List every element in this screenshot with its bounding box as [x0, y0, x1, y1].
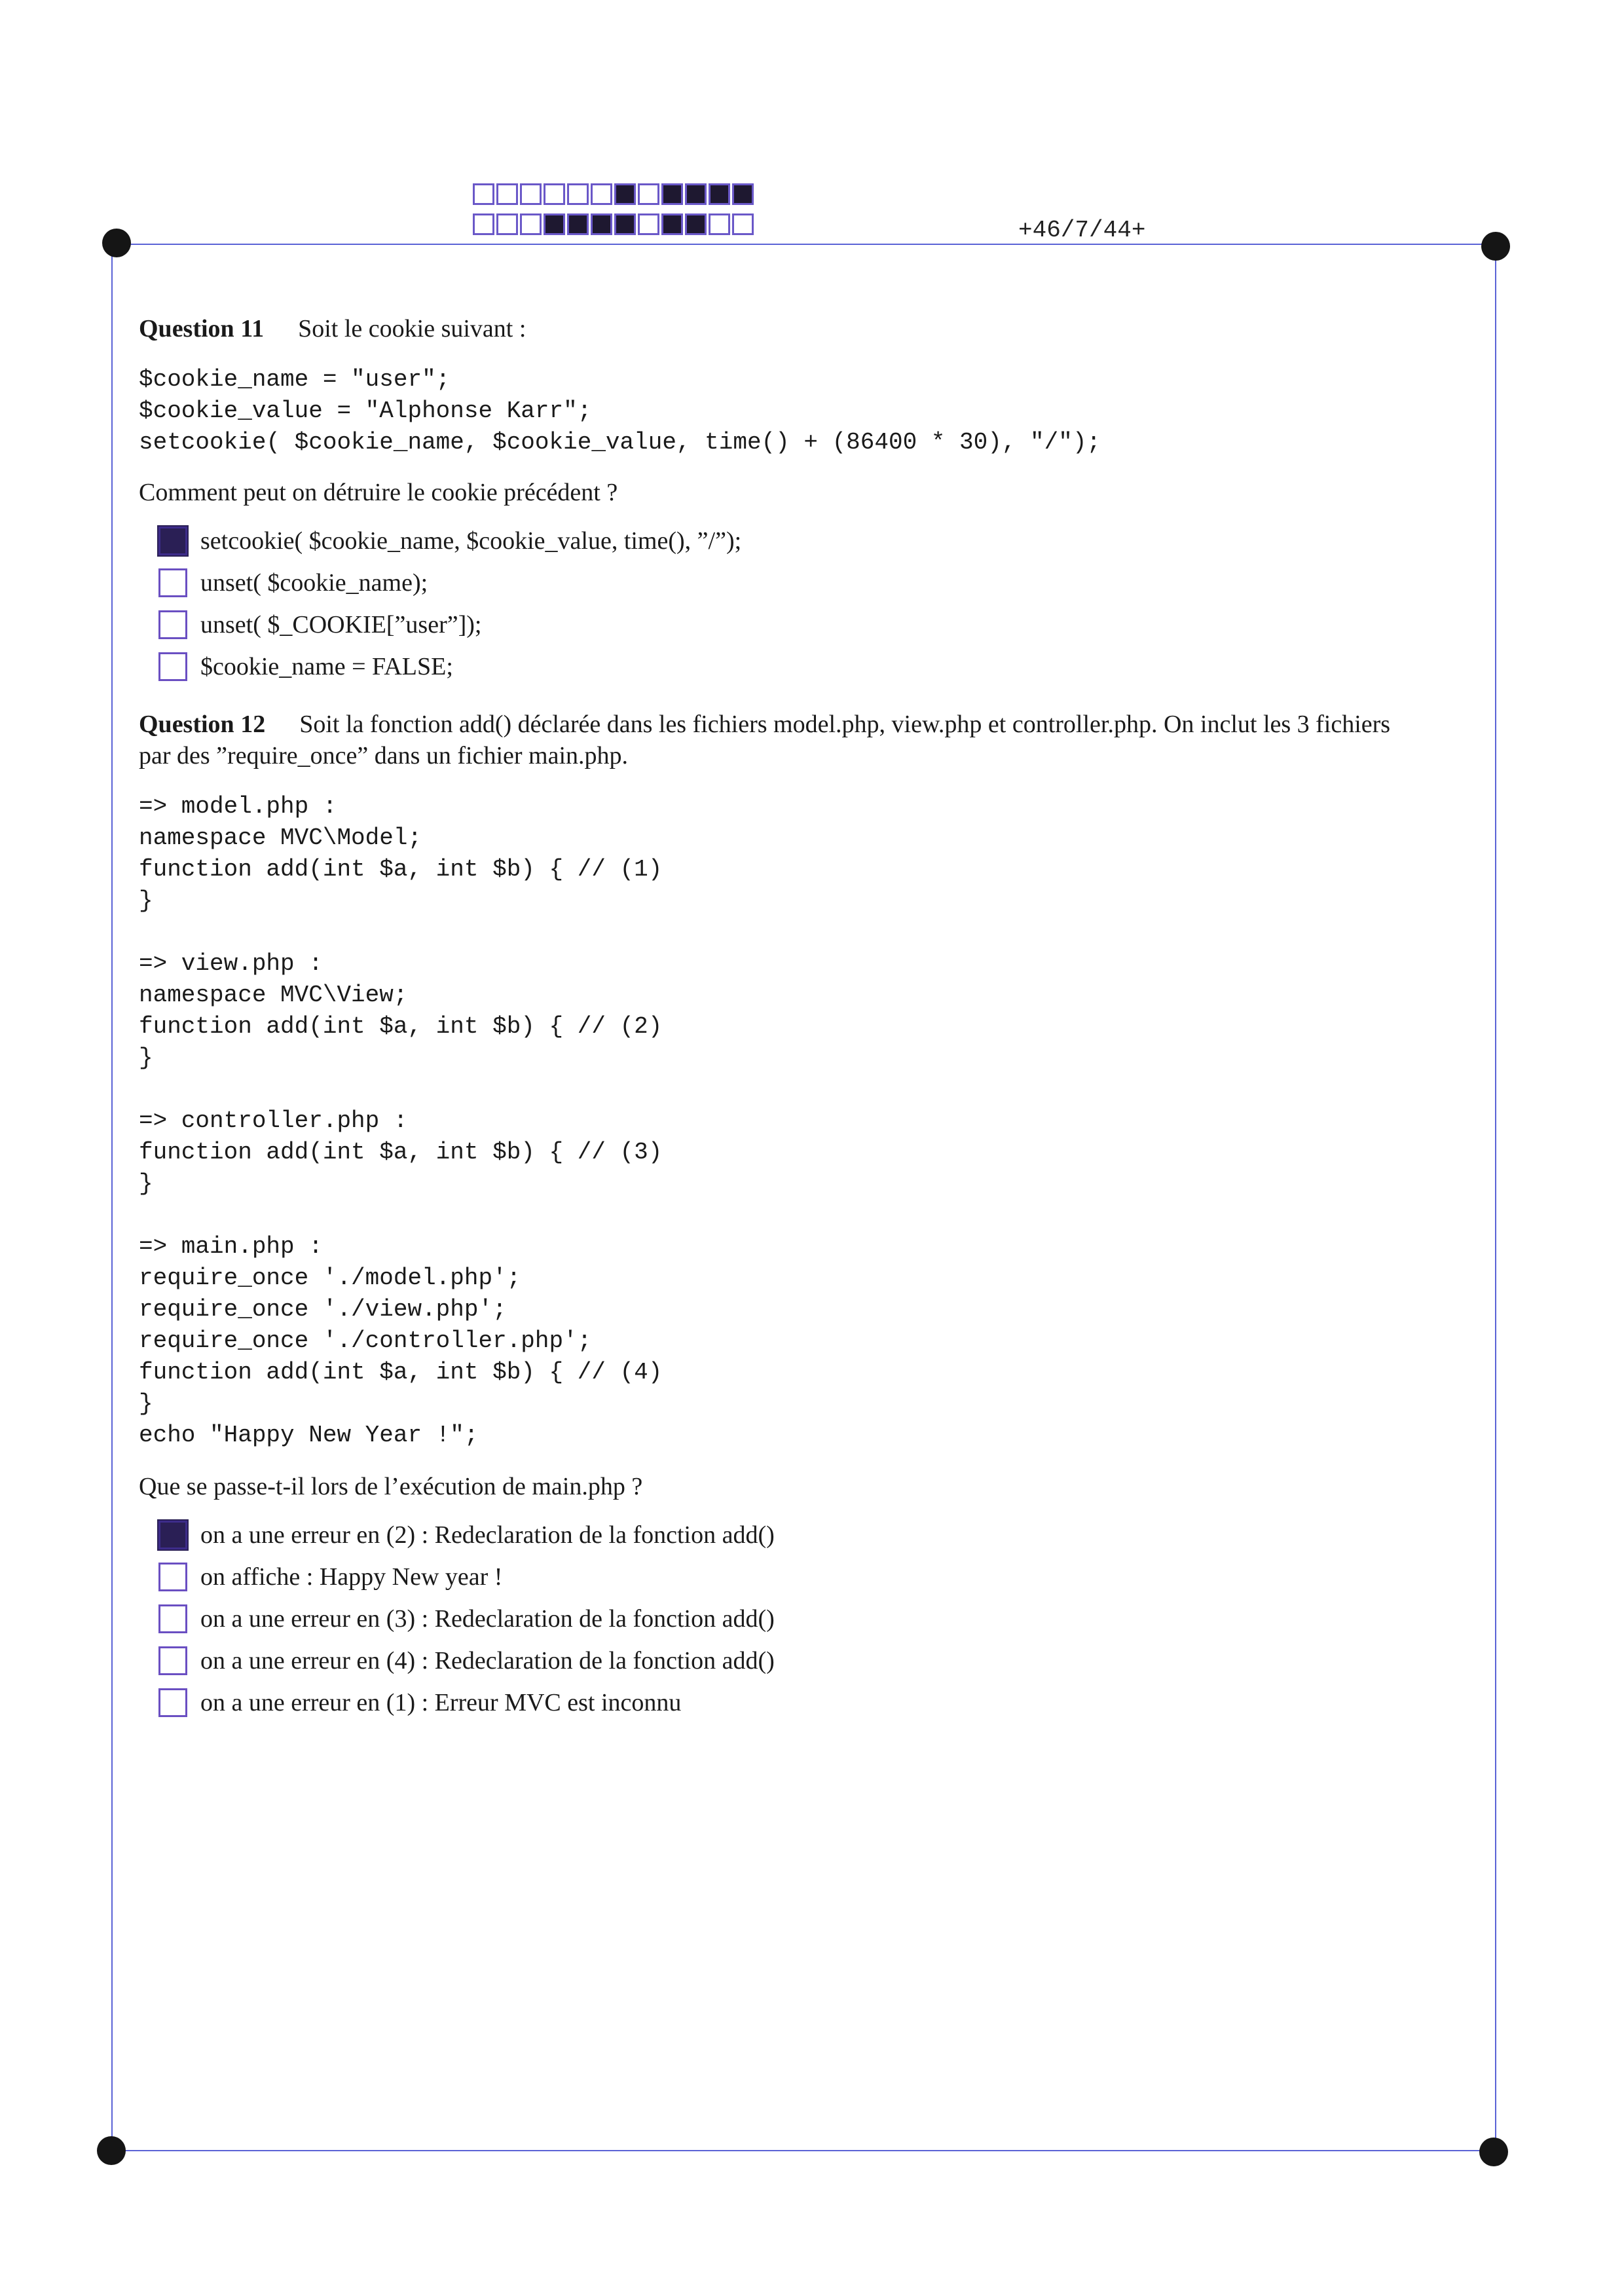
answer-text: setcookie( $cookie_name, $cookie_value, time(), ”/”); — [200, 527, 742, 555]
code-line: function add(int $a, int $b) { // (2) — [139, 1013, 663, 1040]
id-code-cell — [567, 183, 589, 205]
id-code-cell — [544, 183, 565, 205]
id-code-row-2 — [473, 213, 756, 235]
id-code-cell — [614, 183, 636, 205]
code-line: } — [139, 1390, 153, 1417]
code-line: => view.php : — [139, 950, 323, 977]
question-12-choices — [139, 1514, 1481, 1724]
code-line: } — [139, 887, 153, 914]
answer-choice[interactable] — [139, 1598, 1481, 1640]
question-11-heading — [139, 313, 1481, 344]
code-block-main — [139, 1231, 1481, 1451]
answer-choice[interactable] — [139, 604, 1481, 646]
frame-left-line — [111, 244, 113, 2151]
question-12-intro-line-2: par des ”require_once” dans un fichier main.php. — [139, 742, 629, 769]
id-code-cell — [685, 183, 707, 205]
corner-marker-bottom-right — [1479, 2138, 1508, 2166]
answer-checkbox[interactable] — [158, 527, 187, 555]
question-11-label: Question 11 — [139, 315, 265, 343]
code-line: $cookie_value = "Alphonse Karr"; — [139, 398, 592, 424]
id-code-cell — [661, 183, 683, 205]
corner-marker-bottom-left — [97, 2136, 126, 2165]
code-line: function add(int $a, int $b) { // (1) — [139, 856, 663, 883]
id-code-row-1 — [473, 183, 756, 205]
id-code-cell — [685, 213, 707, 235]
id-code-cell — [591, 213, 612, 235]
code-line: function add(int $a, int $b) { // (4) — [139, 1359, 663, 1386]
corner-marker-top-right — [1481, 232, 1510, 261]
answer-choice[interactable] — [139, 646, 1481, 688]
id-code-cell — [709, 213, 730, 235]
answer-checkbox[interactable] — [158, 652, 187, 681]
question-12-heading — [139, 709, 1481, 740]
code-line: } — [139, 1045, 153, 1071]
answer-choice[interactable] — [139, 1556, 1481, 1598]
id-code-cell — [496, 183, 518, 205]
id-code-cell — [473, 183, 494, 205]
id-code-cell — [496, 213, 518, 235]
question-11-choices — [139, 520, 1481, 688]
question-11 — [139, 313, 1481, 688]
answer-text: on a une erreur en (2) : Redeclaration de la fonction add() — [200, 1521, 775, 1549]
code-line: namespace MVC\View; — [139, 982, 408, 1009]
frame-bottom-line — [110, 2150, 1495, 2151]
id-code-cell — [567, 213, 589, 235]
id-code-cell — [638, 213, 659, 235]
answer-text: on a une erreur en (4) : Redeclaration de la fonction add() — [200, 1647, 775, 1675]
id-code-cell — [520, 183, 542, 205]
answer-choice[interactable] — [139, 562, 1481, 604]
id-code-cell — [473, 213, 494, 235]
id-code-cell — [732, 213, 754, 235]
answer-text: on a une erreur en (1) : Erreur MVC est inconnu — [200, 1689, 682, 1716]
code-line: $cookie_name = "user"; — [139, 366, 451, 393]
answer-text: $cookie_name = FALSE; — [200, 653, 453, 680]
answer-text: on affiche : Happy New year ! — [200, 1563, 503, 1591]
question-12-intro-line-1: Soit la fonction add() déclarée dans les fichiers model.php, view.php et controller.php. On inclut les 3 fichiers — [299, 711, 1391, 738]
answer-text: on a une erreur en (3) : Redeclaration de la fonction add() — [200, 1605, 775, 1633]
question-12-prompt: Que se passe-t-il lors de l’exécution de main.php ? — [139, 1473, 643, 1500]
question-11-prompt: Comment peut on détruire le cookie précédent ? — [139, 479, 618, 506]
id-code-cell — [591, 183, 612, 205]
code-line: setcookie( $cookie_name, $cookie_value, time() + (86400 * 30), "/"); — [139, 429, 1101, 456]
id-code-cell — [709, 183, 730, 205]
id-code-cell — [661, 213, 683, 235]
code-line: require_once './controller.php'; — [139, 1327, 592, 1354]
id-code-cell — [614, 213, 636, 235]
code-line: => controller.php : — [139, 1107, 408, 1134]
frame-right-line — [1495, 246, 1496, 2151]
answer-checkbox[interactable] — [158, 1646, 187, 1675]
answer-checkbox[interactable] — [158, 1604, 187, 1633]
answer-choice[interactable] — [139, 1682, 1481, 1724]
code-block-view — [139, 948, 1481, 1074]
question-11-code — [139, 364, 1481, 458]
code-line: require_once './model.php'; — [139, 1265, 521, 1291]
answer-checkbox[interactable] — [158, 610, 187, 639]
page-code: +46/7/44+ — [1018, 217, 1146, 244]
code-line: => main.php : — [139, 1233, 323, 1260]
answer-checkbox[interactable] — [158, 1688, 187, 1717]
question-12 — [139, 709, 1481, 1724]
code-block-controller — [139, 1105, 1481, 1200]
answer-choice[interactable] — [139, 520, 1481, 562]
page-content — [139, 313, 1481, 1724]
answer-checkbox[interactable] — [158, 1563, 187, 1591]
answer-checkbox[interactable] — [158, 568, 187, 597]
id-code-cell — [732, 183, 754, 205]
code-line: namespace MVC\Model; — [139, 824, 422, 851]
answer-text: unset( $_COOKIE[”user”]); — [200, 611, 482, 639]
code-line: } — [139, 1170, 153, 1197]
answer-text: unset( $cookie_name); — [200, 569, 428, 597]
id-code-cell — [638, 183, 659, 205]
question-12-label: Question 12 — [139, 711, 266, 738]
id-code-cell — [544, 213, 565, 235]
answer-choice[interactable] — [139, 1640, 1481, 1682]
question-11-intro: Soit le cookie suivant : — [298, 315, 526, 343]
code-line: require_once './view.php'; — [139, 1296, 507, 1323]
code-line: function add(int $a, int $b) { // (3) — [139, 1139, 663, 1166]
code-line: => model.php : — [139, 793, 337, 820]
code-block-model — [139, 791, 1481, 917]
answer-choice[interactable] — [139, 1514, 1481, 1556]
frame-top-line — [117, 244, 1497, 245]
corner-marker-top-left — [102, 229, 131, 257]
answer-checkbox[interactable] — [158, 1521, 187, 1549]
code-line: echo "Happy New Year !"; — [139, 1422, 479, 1449]
id-code-cell — [520, 213, 542, 235]
